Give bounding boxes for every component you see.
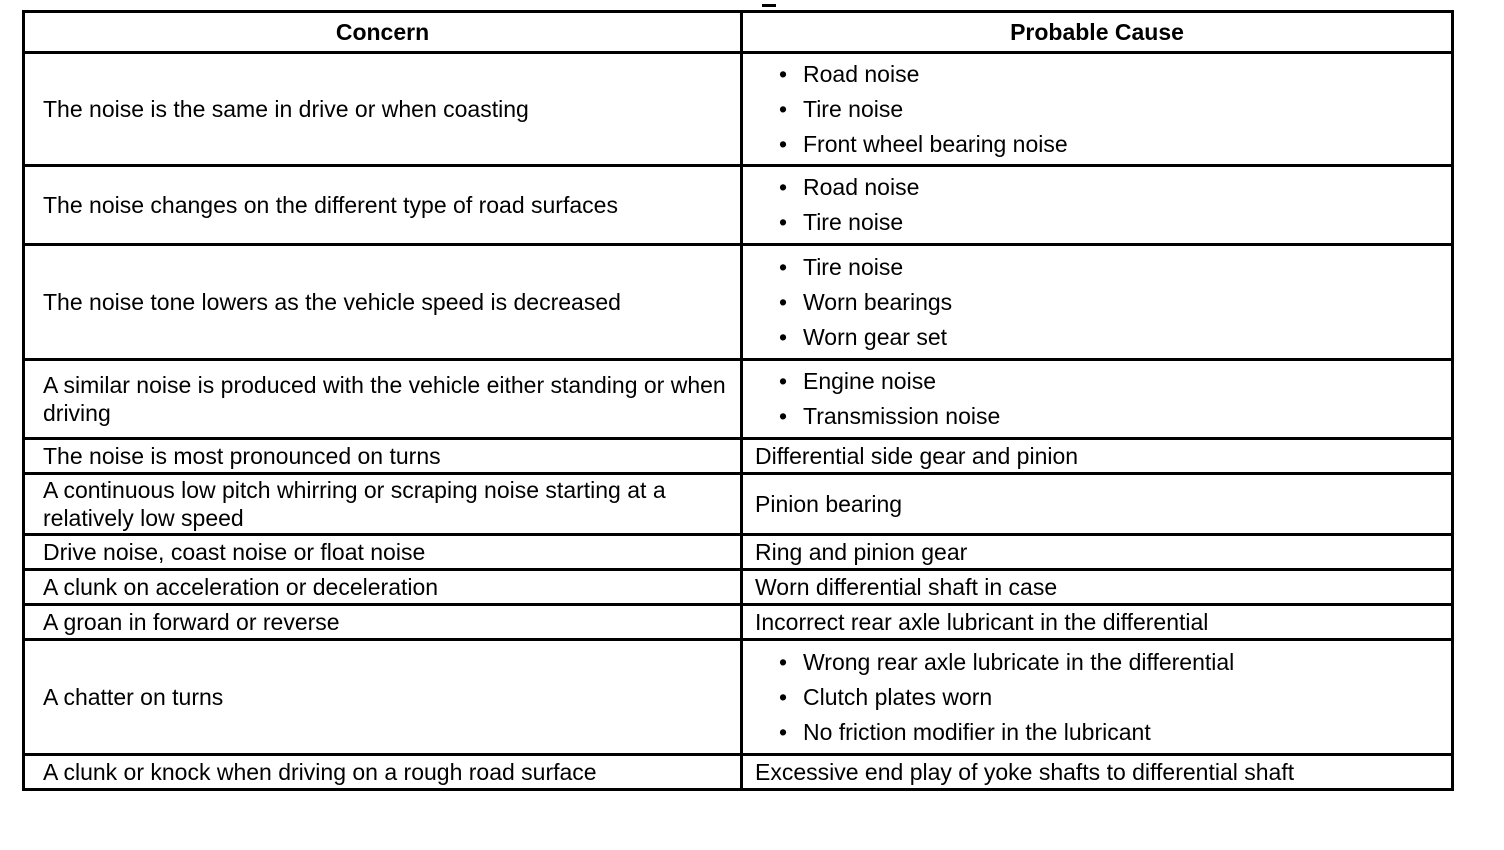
cause-list <box>755 57 1443 162</box>
cause-cell <box>742 53 1453 166</box>
table-row <box>24 755 1453 790</box>
cause-item: • Tire noise <box>755 92 1443 127</box>
concern-cell: A clunk on acceleration or deceleration <box>24 570 742 605</box>
cause-list <box>755 170 1443 240</box>
cause-cell: Pinion bearing <box>742 474 1453 535</box>
diagnosis-table <box>22 10 1454 791</box>
cause-list <box>755 250 1443 355</box>
cause-item: • Wrong rear axle lubricate in the differential <box>755 645 1443 680</box>
header-concern: Concern <box>24 12 742 53</box>
cause-cell <box>742 245 1453 360</box>
cause-cell: Incorrect rear axle lubricant in the differential <box>742 605 1453 640</box>
cause-list <box>755 364 1443 434</box>
concern-cell: The noise tone lowers as the vehicle speed is decreased <box>24 245 742 360</box>
cause-list <box>755 645 1443 750</box>
cause-item: • Worn bearings <box>755 285 1443 320</box>
concern-cell: A clunk or knock when driving on a rough road surface <box>24 755 742 790</box>
table-row <box>24 535 1453 570</box>
cause-item: • Clutch plates worn <box>755 680 1443 715</box>
cause-cell <box>742 640 1453 755</box>
table-row <box>24 53 1453 166</box>
cause-item: • Tire noise <box>755 250 1443 285</box>
header-probable-cause: Probable Cause <box>742 12 1453 53</box>
table-row <box>24 439 1453 474</box>
concern-cell: A chatter on turns <box>24 640 742 755</box>
table-row <box>24 166 1453 245</box>
cause-cell: Excessive end play of yoke shafts to differential shaft <box>742 755 1453 790</box>
cause-cell <box>742 360 1453 439</box>
concern-cell: A similar noise is produced with the vehicle either standing or when driving <box>24 360 742 439</box>
concern-cell: The noise changes on the different type of road surfaces <box>24 166 742 245</box>
table-row <box>24 640 1453 755</box>
table-row <box>24 474 1453 535</box>
cause-item: • Road noise <box>755 57 1443 92</box>
concern-cell: A continuous low pitch whirring or scraping noise starting at a relatively low speed <box>24 474 742 535</box>
cause-cell: Differential side gear and pinion <box>742 439 1453 474</box>
concern-cell: The noise is most pronounced on turns <box>24 439 742 474</box>
table-row <box>24 605 1453 640</box>
cause-item: • Engine noise <box>755 364 1443 399</box>
table-row <box>24 245 1453 360</box>
concern-cell: The noise is the same in drive or when coasting <box>24 53 742 166</box>
concern-cell: A groan in forward or reverse <box>24 605 742 640</box>
cause-cell: Ring and pinion gear <box>742 535 1453 570</box>
cause-item: • Road noise <box>755 170 1443 205</box>
cause-item: • Transmission noise <box>755 399 1443 434</box>
table-row <box>24 360 1453 439</box>
cause-item: • Front wheel bearing noise <box>755 127 1443 162</box>
cause-cell <box>742 166 1453 245</box>
cause-cell: Worn differential shaft in case <box>742 570 1453 605</box>
table-row <box>24 570 1453 605</box>
header-row <box>24 12 1453 53</box>
cause-item: • Tire noise <box>755 205 1443 240</box>
concern-cell: Drive noise, coast noise or float noise <box>24 535 742 570</box>
cause-item: • No friction modifier in the lubricant <box>755 715 1443 750</box>
cause-item: • Worn gear set <box>755 320 1443 355</box>
scan-mark <box>762 4 776 7</box>
